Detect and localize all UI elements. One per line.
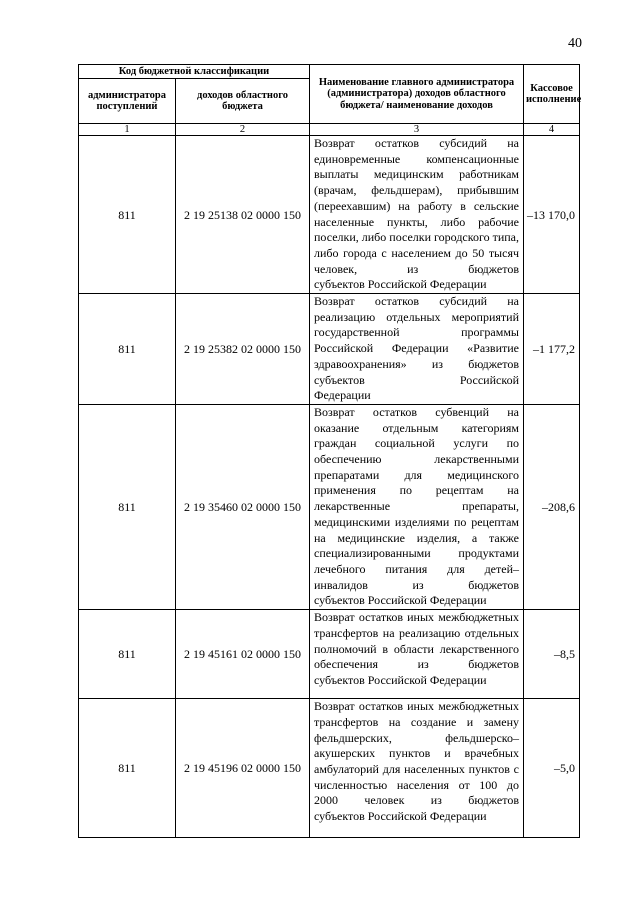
header-name: Наименование главного администратора (администратора) доходов областного бюджета/ наименование доходов (310, 65, 524, 124)
amount: –13 170,0 (524, 136, 580, 294)
col-number: 2 (176, 124, 310, 136)
income-name-text: Возврат остатков субсидий на реализацию отдельных мероприятий государственной программы Российской Федерации «Развитие здравоохранения» из бюджетов субъектов Российской (314, 294, 519, 387)
income-name-text: Возврат остатков субвенций на оказание отдельным категориям граждан социальной услуги по обеспечению лекарственными препаратами для медицинского применения по рецептам на лекарственные препараты, медицинскими изделиями по рецептам на медицинские изделия, а также специализированными продуктами лечебного питания для детей–инвалидов из бюджетов (314, 404, 519, 592)
col-number: 1 (79, 124, 176, 136)
amount: –5,0 (524, 699, 580, 838)
income-name-last-line: субъектов Российской Федерации (314, 809, 487, 824)
page-number: 40 (568, 36, 582, 51)
table-row (79, 699, 580, 838)
admin-code: 811 (79, 699, 176, 838)
income-name (310, 136, 524, 294)
admin-code: 811 (79, 404, 176, 609)
income-name (310, 699, 524, 838)
admin-code: 811 (79, 610, 176, 699)
col-number: 4 (524, 124, 580, 136)
table-row (79, 404, 580, 609)
budget-table (78, 64, 580, 838)
income-code: 2 19 45196 02 0000 150 (176, 699, 310, 838)
amount: –1 177,2 (524, 294, 580, 405)
table-row (79, 610, 580, 699)
header-classification-code: Код бюджетной классификации (79, 65, 310, 79)
income-name-text: Возврат остатков иных межбюджетных трансфертов на создание и замену фельдшерских, фельдшерско–акушерских пунктов и врачебных амбулаторий для населенных пунктов с численностью населения от 100 до 2000 человек из бюджетов (314, 699, 519, 808)
table-row (79, 294, 580, 405)
income-code: 2 19 25382 02 0000 150 (176, 294, 310, 405)
table-row (79, 136, 580, 294)
income-name (310, 294, 524, 405)
amount: –8,5 (524, 610, 580, 699)
income-name-last-line: субъектов Российской Федерации (314, 277, 487, 292)
income-code: 2 19 45161 02 0000 150 (176, 610, 310, 699)
header-administrator: администратора поступлений (79, 79, 176, 124)
income-name-last-line: Федерации (314, 388, 371, 403)
header-income-code: доходов областного бюджета (176, 79, 310, 124)
income-name (310, 404, 524, 609)
income-code: 2 19 25138 02 0000 150 (176, 136, 310, 294)
amount: –208,6 (524, 404, 580, 609)
income-code: 2 19 35460 02 0000 150 (176, 404, 310, 609)
income-name-last-line: субъектов Российской Федерации (314, 593, 487, 608)
income-name-text: Возврат остатков субсидий на единовременные компенсационные выплаты медицинским работникам (врачам, фельдшерам), прибывшим (переехавшим) на работу в сельские населенные пункты, либо рабочие поселки, либо поселки городского типа, либо города с населением до 50 тысяч человек, из бюджетов (314, 136, 520, 276)
income-name-text: Возврат остатков иных межбюджетных трансфертов на реализацию отдельных полномочий в области лекарственного обеспечения из бюджетов (314, 610, 519, 672)
income-name-last-line: субъектов Российской Федерации (314, 672, 487, 687)
col-number: 3 (310, 124, 524, 136)
income-name (310, 610, 524, 699)
admin-code: 811 (79, 294, 176, 405)
header-cash-execution: Кассовое исполнение (524, 65, 580, 124)
admin-code: 811 (79, 136, 176, 294)
